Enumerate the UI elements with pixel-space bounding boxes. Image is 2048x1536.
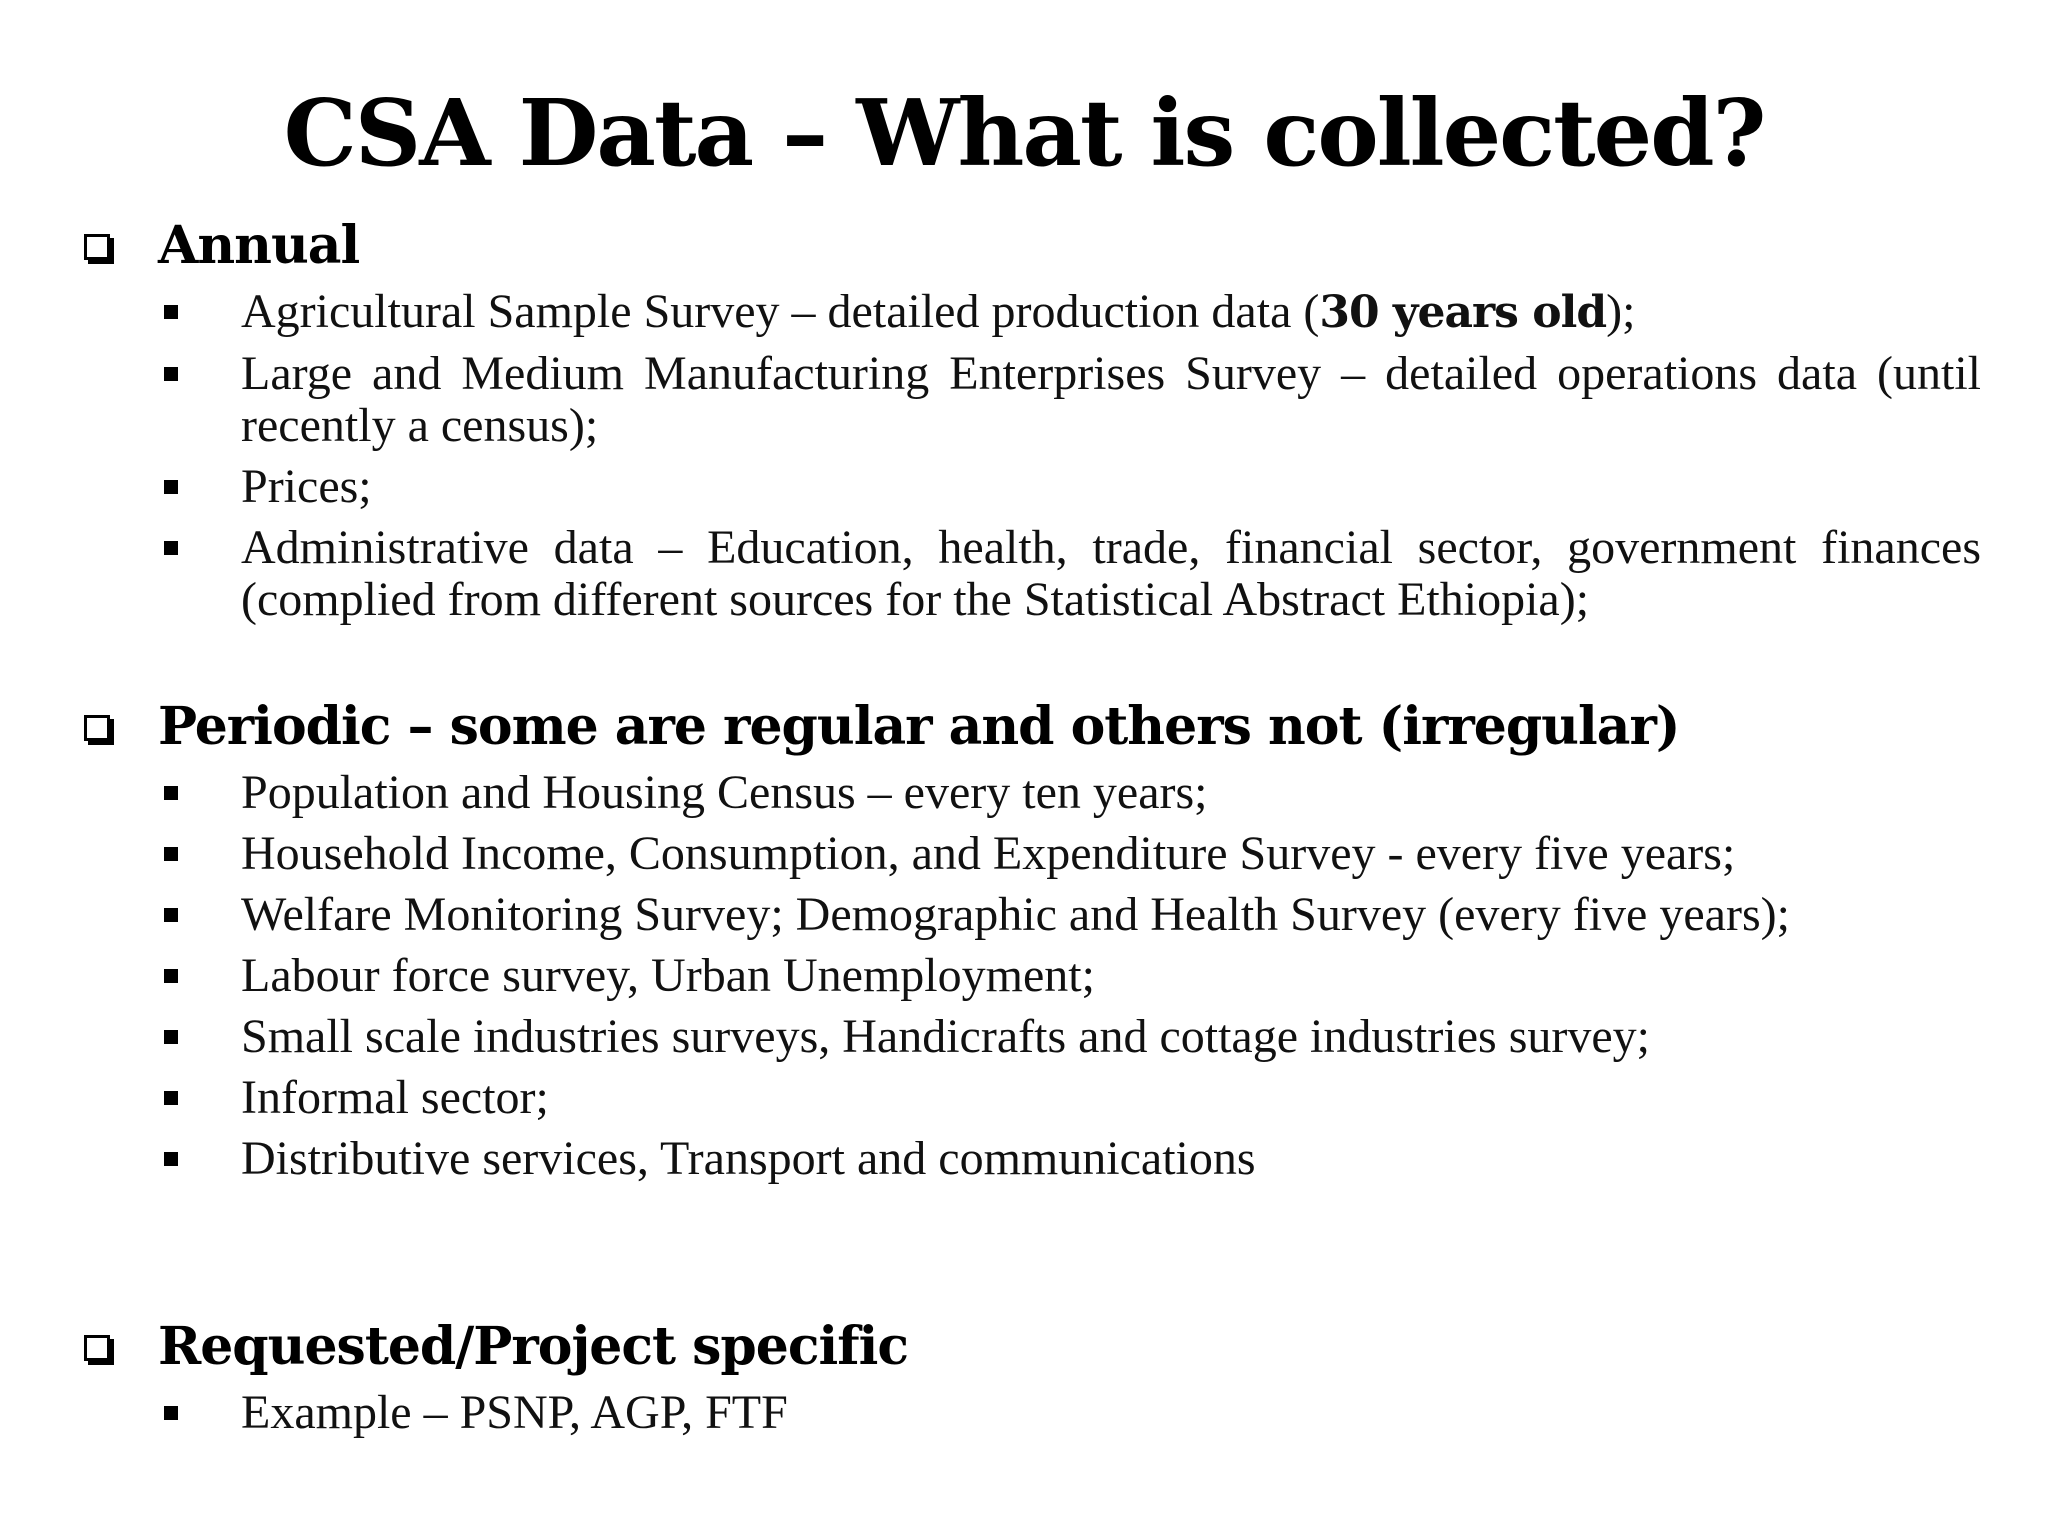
square-bullet-icon — [164, 1152, 178, 1166]
item-text: Welfare Monitoring Survey; Demographic and Health Survey (every five years); — [241, 888, 1790, 941]
list-item — [84, 286, 1981, 339]
item-text: Prices; — [241, 460, 372, 513]
square-bullet-icon — [164, 1030, 178, 1044]
bullet-list — [84, 767, 1984, 1185]
section-heading-row — [84, 1315, 1984, 1387]
checkbox-bullet-icon — [84, 715, 110, 741]
slide-title: CSA Data – What is collected? — [283, 79, 1765, 187]
checkbox-bullet-icon — [84, 234, 110, 260]
square-bullet-icon — [164, 541, 178, 555]
square-bullet-icon — [164, 969, 178, 983]
section-annual — [84, 214, 1984, 635]
item-text: Distributive services, Transport and communications — [241, 1132, 1256, 1185]
square-bullet-icon — [164, 847, 178, 861]
square-bullet-icon — [164, 1091, 178, 1105]
section-heading-row — [84, 214, 1984, 286]
section-heading: Annual — [158, 215, 360, 276]
item-text: Administrative data – Education, health, trade, financial sector, government finances (complied from different sources for the Statistical Abstract Ethiopia); — [241, 521, 1981, 626]
section-heading-row — [84, 695, 1984, 767]
item-text: Agricultural Sample Survey – detailed production data ( — [241, 285, 1320, 338]
list-item — [84, 889, 1981, 941]
list-item — [84, 461, 1981, 513]
item-text-end: ); — [1606, 285, 1636, 338]
list-item — [84, 1072, 1981, 1124]
item-text: Population and Housing Census – every ten years; — [241, 766, 1208, 819]
section-heading: Requested/Project specific — [158, 1316, 909, 1377]
section-periodic — [84, 695, 1984, 1194]
list-item — [84, 1387, 1981, 1439]
square-bullet-icon — [164, 1406, 178, 1420]
list-item — [84, 828, 1981, 880]
item-text: Labour force survey, Urban Unemployment; — [241, 949, 1095, 1002]
item-text: Large and Medium Manufacturing Enterprises Survey – detailed operations data (until recently a census); — [241, 347, 1981, 452]
bullet-list — [84, 1387, 1984, 1439]
list-item — [84, 348, 1981, 452]
square-bullet-icon — [164, 908, 178, 922]
square-bullet-icon — [164, 305, 178, 319]
item-text: Informal sector; — [241, 1071, 549, 1124]
list-item — [84, 1133, 1981, 1185]
list-item — [84, 950, 1981, 1002]
list-item — [84, 767, 1981, 819]
square-bullet-icon — [164, 786, 178, 800]
list-item — [84, 1011, 1981, 1063]
item-text: Example – PSNP, AGP, FTF — [241, 1386, 788, 1439]
checkbox-bullet-icon — [84, 1335, 110, 1361]
section-heading: Periodic – some are regular and others not (irregular) — [158, 696, 1680, 757]
item-text: Household Income, Consumption, and Expenditure Survey - every five years; — [241, 827, 1736, 880]
square-bullet-icon — [164, 367, 178, 381]
item-text: Small scale industries surveys, Handicrafts and cottage industries survey; — [241, 1010, 1650, 1063]
section-requested — [84, 1315, 1984, 1448]
bullet-list — [84, 286, 1984, 626]
list-item — [84, 522, 1981, 626]
square-bullet-icon — [164, 480, 178, 494]
item-emphasis: 30 years old — [1319, 287, 1607, 338]
